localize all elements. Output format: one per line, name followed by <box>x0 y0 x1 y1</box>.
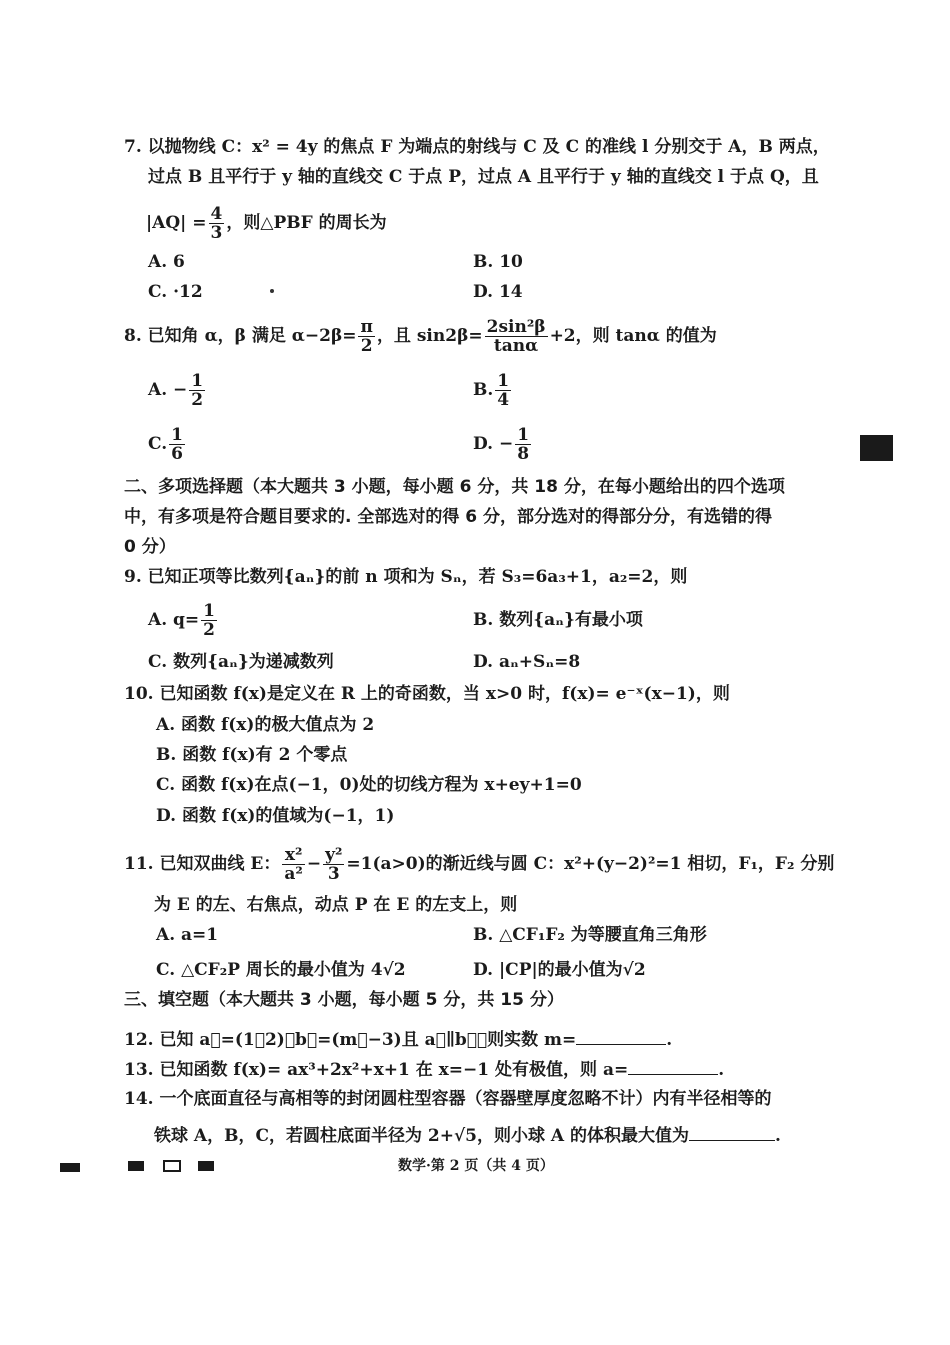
q12-answer-blank[interactable] <box>576 1028 666 1045</box>
q14-text: 铁球 A，B，C，若圆柱底面半径为 2+√5，则小球 A 的体积最大值为 <box>154 1126 690 1146</box>
q9-a-num: 1 <box>203 601 216 621</box>
q11-option-a: A. a=1 <box>156 925 219 945</box>
q7-frac-den: 3 <box>210 223 223 243</box>
q8-f1-num: π <box>360 317 373 337</box>
q12-stem <box>124 1028 672 1050</box>
q8-c-label: C. <box>148 434 168 454</box>
section-3-heading: 三、填空题（本大题共 3 小题，每小题 5 分，共 15 分） <box>124 990 564 1010</box>
q7-option-a: A. 6 <box>148 252 185 272</box>
q11-frac-x <box>282 846 304 883</box>
q14-line-1: 14. 一个底面直径与高相等的封闭圆柱型容器（容器壁厚度忽略不计）内有半径相等的 <box>124 1089 772 1109</box>
q8-option-b <box>473 372 513 409</box>
q7-line-1: 7. 以抛物线 C：x² = 4y 的焦点 F 为端点的射线与 C 及 C 的准线 l 分别交于 A，B 两点， <box>124 137 830 157</box>
q8-fraction-sin <box>485 318 548 355</box>
q8-stem-suffix: +2，则 tanα 的值为 <box>549 326 717 346</box>
q7-line-3 <box>146 205 387 242</box>
q8-option-a <box>148 372 207 409</box>
q9-option-b: B. 数列{aₙ}有最小项 <box>473 610 643 630</box>
q11-f2-num: y² <box>325 845 343 865</box>
q12-text: 12. 已知 a⃗=(1，2)，b⃗=(m，−3)且 a⃗∥b⃗，则实数 m= <box>124 1030 577 1050</box>
q11-stem <box>124 846 834 883</box>
q8-c-num: 1 <box>171 425 183 445</box>
q8-b-den: 4 <box>497 390 510 410</box>
q9-option-a <box>148 602 219 639</box>
q13-text: 13. 已知函数 f(x)= ax³+2x²+x+1 在 x=−1 处有极值，则 a= <box>124 1060 629 1080</box>
q7-fraction <box>209 205 225 242</box>
q13-period: . <box>718 1060 725 1080</box>
q9-stem: 9. 已知正项等比数列{aₙ}的前 n 项和为 Sₙ，若 S₃=6a₃+1，a₂=2，则 <box>124 567 688 587</box>
q10-stem: 10. 已知函数 f(x)是定义在 R 上的奇函数，当 x>0 时，f(x)= e⁻ˣ(x−1)，则 <box>124 684 730 704</box>
q11-minus: − <box>306 854 322 874</box>
q8-b-label: B. <box>473 380 494 400</box>
q8-stem-prefix: 8. 已知角 α，β 满足 α−2β= <box>124 326 357 346</box>
q11-option-c: C. △CF₂P 周长的最小值为 4√2 <box>156 960 406 980</box>
q8-b-frac <box>495 372 511 409</box>
q13-answer-blank[interactable] <box>628 1058 718 1075</box>
q8-stem-mid: ，且 sin2β= <box>376 326 483 346</box>
q9-a-label: A. q= <box>148 610 200 630</box>
q8-f2-num: 2sin²β <box>486 317 546 337</box>
q11-line-2: 为 E 的左、右焦点，动点 P 在 E 的左支上，则 <box>154 895 518 915</box>
q8-f1-den: 2 <box>360 336 373 356</box>
q11-stem-prefix: 11. 已知双曲线 E： <box>124 854 281 874</box>
q8-d-label: D. − <box>473 434 514 454</box>
footer-mark-1 <box>60 1163 80 1172</box>
q14-line-2 <box>154 1124 781 1146</box>
q11-f1-num: x² <box>282 846 304 865</box>
q7-option-c: C. ·12 <box>148 282 203 302</box>
q8-a-label: A. − <box>148 380 188 400</box>
q7-option-d: D. 14 <box>473 282 523 302</box>
q7-line-2: 过点 B 且平行于 y 轴的直线交 C 于点 P，过点 A 且平行于 y 轴的直线交 l 于点 Q，且 <box>148 167 819 187</box>
q10-option-c: C. 函数 f(x)在点(−1，0)处的切线方程为 x+ey+1=0 <box>156 775 582 795</box>
q7-question-text: ，则△PBF 的周长为 <box>226 213 387 233</box>
q8-d-num: 1 <box>517 425 530 445</box>
q8-a-den: 2 <box>191 390 204 410</box>
q9-option-d: D. aₙ+Sₙ=8 <box>473 652 581 672</box>
q8-f2-den: tanα <box>493 336 539 356</box>
q11-option-b: B. △CF₁F₂ 为等腰直角三角形 <box>473 925 707 945</box>
q9-option-c: C. 数列{aₙ}为递减数列 <box>148 652 334 672</box>
q11-f1-den: a² <box>284 864 303 884</box>
q8-option-c <box>148 426 187 463</box>
q8-d-frac <box>515 426 531 463</box>
edge-marker <box>860 435 893 461</box>
q14-answer-blank[interactable] <box>689 1124 775 1141</box>
q8-stem <box>124 318 717 355</box>
q8-option-d <box>473 426 533 463</box>
q8-b-num: 1 <box>497 371 510 391</box>
q11-f2-den: 3 <box>327 864 340 884</box>
section-2-heading-line-2: 中，有多项是符合题目要求的. 全部选对的得 6 分，部分选对的得部分分，有选错的得 <box>124 507 773 527</box>
q9-a-den: 2 <box>203 620 216 640</box>
section-2-heading-line-1: 二、多项选择题（本大题共 3 小题，每小题 6 分，共 18 分，在每小题给出的四个选项 <box>124 477 785 497</box>
q13-stem <box>124 1058 724 1080</box>
footer-mark-box <box>163 1160 181 1172</box>
q8-c-frac <box>169 426 185 463</box>
q11-option-d: D. |CP|的最小值为√2 <box>473 960 646 980</box>
q7-aq-label: |AQ| = <box>146 213 207 233</box>
section-2-heading-line-3: 0 分） <box>124 537 176 557</box>
q10-option-b: B. 函数 f(x)有 2 个零点 <box>156 745 348 765</box>
q8-d-den: 8 <box>517 444 530 464</box>
q7-option-b: B. 10 <box>473 252 523 272</box>
q8-a-frac <box>189 372 205 409</box>
q10-option-a: A. 函数 f(x)的极大值点为 2 <box>156 715 375 735</box>
scan-speck <box>270 289 274 293</box>
q14-period: . <box>775 1126 781 1146</box>
q12-period: . <box>666 1030 673 1050</box>
q8-a-num: 1 <box>191 371 204 391</box>
q8-fraction-pi-2 <box>358 318 374 355</box>
q9-a-frac <box>201 602 217 639</box>
q8-c-den: 6 <box>171 444 183 464</box>
page-number: 数学·第 2 页（共 4 页） <box>398 1158 554 1174</box>
q10-option-d: D. 函数 f(x)的值域为(−1，1) <box>156 806 395 826</box>
q7-frac-num: 4 <box>210 204 223 224</box>
q11-frac-y <box>323 846 344 883</box>
footer-mark-3 <box>198 1161 214 1171</box>
footer-mark-2 <box>128 1161 144 1171</box>
q11-stem-suffix: =1(a>0)的渐近线与圆 C：x²+(y−2)²=1 相切，F₁，F₂ 分别 <box>346 854 835 874</box>
